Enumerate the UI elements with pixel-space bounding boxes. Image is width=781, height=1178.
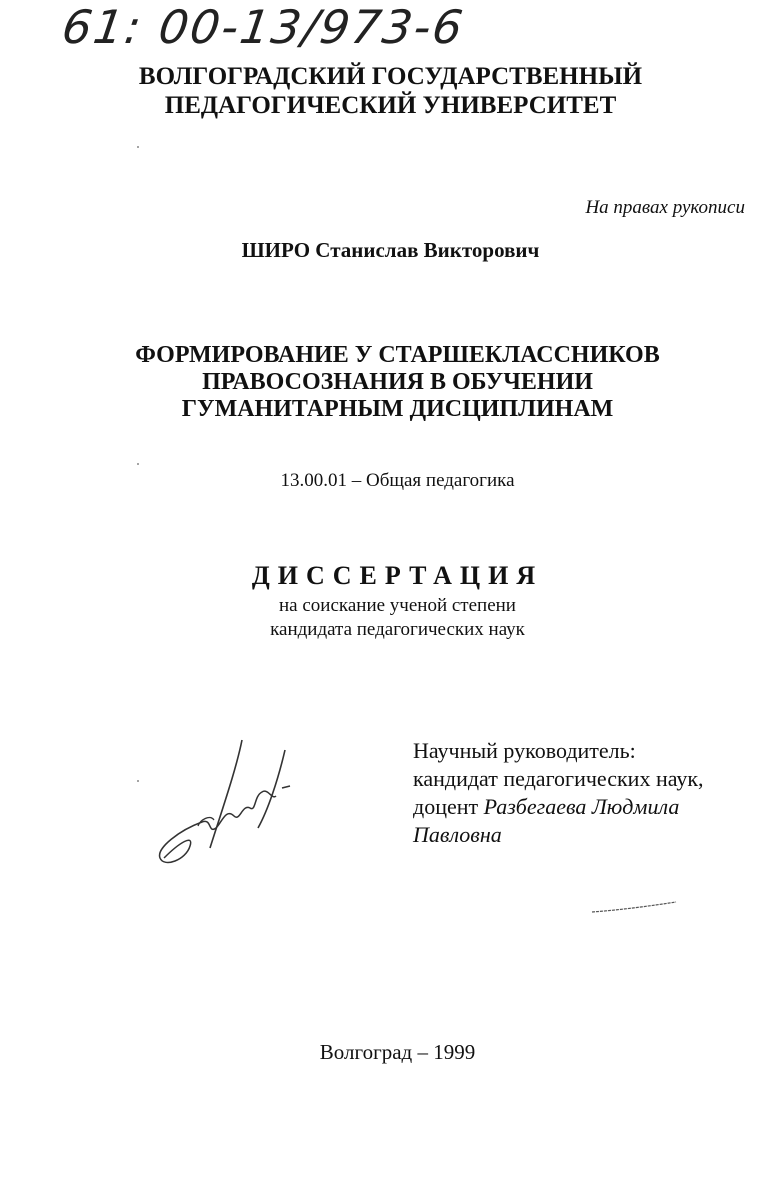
advisor-name-part2: Павловна (413, 822, 502, 847)
author-name: ШИРО Станислав Викторович (241, 238, 540, 262)
advisor-rank-name (413, 793, 753, 821)
title-line2: ПРАВОСОЗНАНИЯ В ОБУЧЕНИИ (202, 369, 593, 395)
title-line3: ГУМАНИТАРНЫМ ДИСЦИПЛИНАМ (181, 396, 614, 422)
specialty-code: 13.00.01 – Общая педагогика (280, 470, 515, 491)
advisor-rank: доцент (413, 794, 479, 819)
pen-stroke-mark (590, 898, 680, 918)
signature-image (150, 730, 300, 880)
degree-line1: на соискание ученой степени (279, 595, 516, 616)
advisor-label: Научный руководитель: (413, 738, 636, 763)
scan-speck (137, 463, 139, 465)
rights-note: На правах рукописи (585, 197, 745, 218)
archive-number-handwritten: 61: 00-13/973-6 (58, 0, 468, 54)
dissertation-title (0, 342, 781, 423)
scan-speck (137, 146, 139, 148)
advisor-block (413, 737, 753, 849)
scan-speck (137, 780, 139, 782)
advisor-degree: кандидат педагогических наук, (413, 766, 704, 791)
title-line1: ФОРМИРОВАНИЕ У СТАРШЕКЛАССНИКОВ (135, 342, 660, 368)
city-year: Волгоград – 1999 (319, 1040, 476, 1064)
dissertation-heading: ДИССЕРТАЦИЯ (251, 561, 544, 590)
university-name-line2: ПЕДАГОГИЧЕСКИЙ УНИВЕРСИТЕТ (164, 92, 617, 119)
degree-statement (0, 594, 781, 642)
university-name-line1: ВОЛГОГРАДСКИЙ ГОСУДАРСТВЕННЫЙ (138, 63, 643, 90)
advisor-name-part1: Разбегаева Людмила (483, 794, 680, 819)
degree-line2: кандидата педагогических наук (270, 619, 525, 640)
